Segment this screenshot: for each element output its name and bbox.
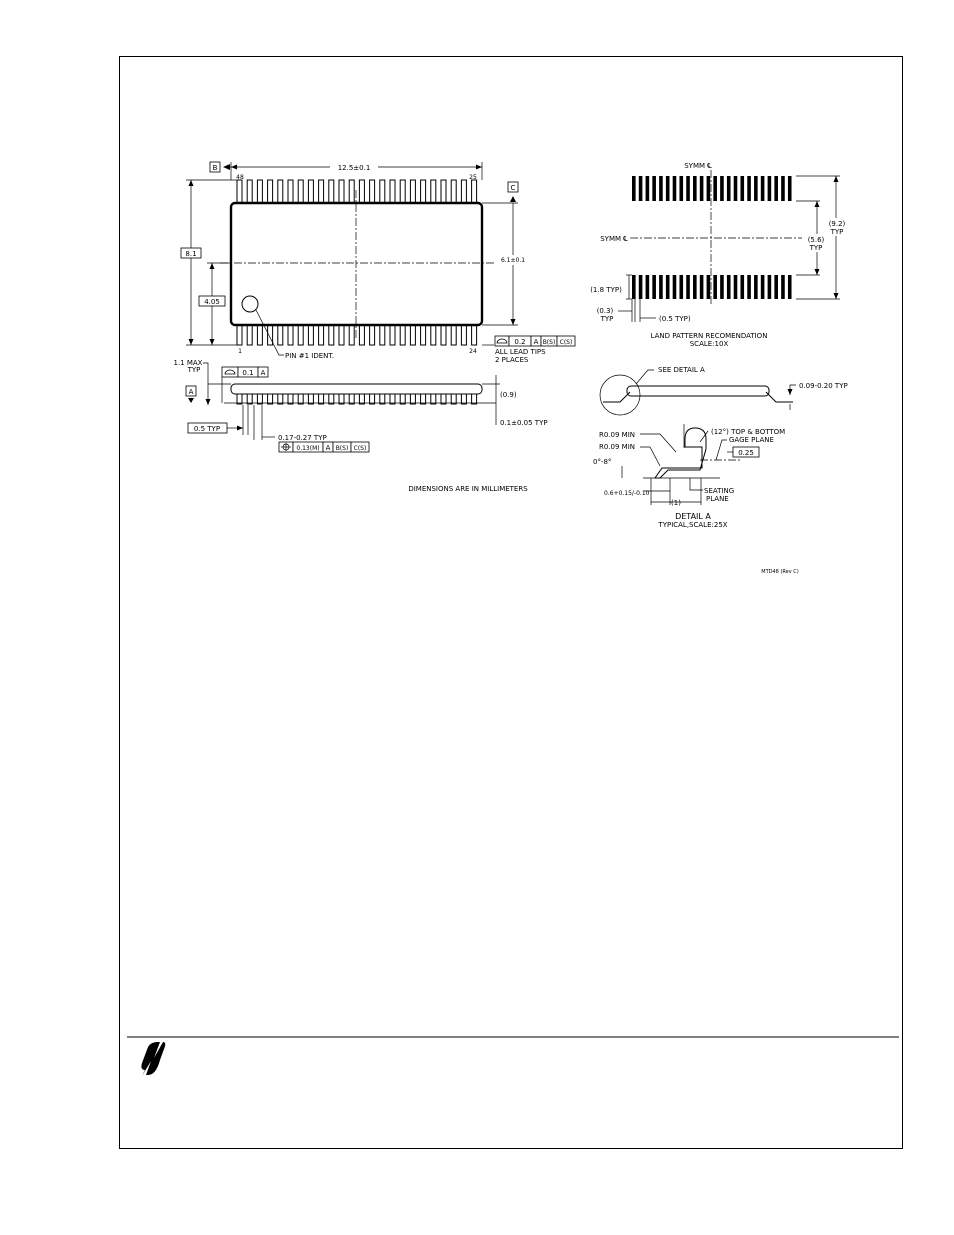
flatness-tolerance: 0.1 [242, 369, 254, 377]
datum-c-label: C [510, 184, 516, 192]
side-lead [359, 394, 364, 404]
package-pin [298, 324, 303, 345]
land-pad [673, 275, 677, 299]
package-pin [410, 324, 415, 345]
detail-title: DETAIL A [675, 512, 711, 521]
land-pad [768, 176, 772, 201]
lead-thickness: 0.09-0.20 TYP [799, 382, 848, 390]
side-lead [461, 394, 466, 404]
land-pattern-scale: SCALE:10X [689, 340, 729, 348]
package-pin [359, 180, 364, 204]
outer-span-1: (9.2) [828, 220, 846, 228]
detail-circle [600, 375, 640, 415]
package-body-top-view [231, 203, 482, 325]
side-lead [410, 394, 415, 404]
package-pin [319, 324, 324, 345]
package-pin [370, 324, 375, 345]
package-pin [329, 324, 334, 345]
side-lead [421, 394, 426, 404]
inner-span-1: (5.6) [807, 236, 825, 244]
side-lead [380, 394, 385, 404]
side-lead [257, 394, 262, 404]
national-semiconductor-logo [141, 1042, 172, 1076]
drawing-code: MTD48 (Rev C) [761, 569, 799, 575]
length-dimension: 12.5±0.1 [337, 164, 371, 172]
package-pin [421, 324, 426, 345]
seating-plane-2: PLANE [706, 495, 729, 503]
land-pad [639, 275, 643, 299]
land-pad [754, 275, 758, 299]
package-pin [400, 180, 405, 204]
package-pin [278, 180, 283, 204]
package-pin [237, 180, 242, 204]
package-pin [472, 180, 477, 204]
package-pin [472, 324, 477, 345]
position-tolerance: 0.13(M) [296, 445, 320, 452]
side-lead [268, 394, 273, 404]
side-lead [319, 394, 324, 404]
land-pad [646, 275, 650, 299]
land-pad [679, 176, 683, 201]
bottom-row-pins [237, 324, 477, 345]
land-pad [693, 176, 697, 201]
land-pad [747, 275, 751, 299]
land-pad [747, 176, 751, 201]
package-pin [349, 180, 354, 204]
package-pin [390, 324, 395, 345]
land-pad [774, 275, 778, 299]
lead-tips-tolerance: 0.2 [514, 338, 526, 346]
lead-width-dimension: 0.17-0.27 TYP [278, 434, 327, 442]
land-pad [713, 275, 717, 299]
land-pad [740, 176, 744, 201]
land-pad [734, 176, 738, 201]
land-pad [679, 275, 683, 299]
datum-b-label: B [212, 164, 218, 172]
side-lead [308, 394, 313, 404]
gage-dimension: 0.25 [738, 449, 754, 457]
side-lead [472, 394, 477, 404]
land-pad [713, 176, 717, 201]
pin-24-label: 24 [469, 348, 477, 355]
land-pad [673, 176, 677, 201]
land-pad [652, 176, 656, 201]
half-dimension: 4.05 [204, 298, 220, 306]
angle-top: (12°) TOP & BOTTOM [711, 428, 786, 436]
land-pad [754, 176, 758, 201]
land-pad [632, 176, 636, 201]
package-pin [461, 180, 466, 204]
package-pin [431, 180, 436, 204]
side-lead [339, 394, 344, 404]
package-pin [329, 180, 334, 204]
package-pin [441, 180, 446, 204]
side-lead [400, 394, 405, 404]
land-pads-top-row [632, 176, 792, 201]
side-lead [237, 394, 242, 404]
package-pin [288, 324, 293, 345]
package-pin [278, 324, 283, 345]
standoff-dimension: 0.1±0.05 TYP [500, 419, 548, 427]
lead-tips-ref-c: C(S) [559, 339, 573, 346]
package-pin [431, 324, 436, 345]
see-detail-label: SEE DETAIL A [658, 366, 705, 374]
gage-plane: GAGE PLANE [729, 436, 774, 444]
inner-span-2: TYP [809, 244, 823, 252]
detail-lead-profile [655, 428, 706, 478]
land-pad [632, 275, 636, 299]
pad-width-1: (0.3) [596, 307, 614, 315]
side-lead [451, 394, 456, 404]
side-lead [288, 394, 293, 404]
max-height-label-2: TYP [187, 366, 201, 374]
width-dimension: 6.1±0.1 [500, 257, 526, 264]
land-pattern-title: LAND PATTERN RECOMENDATION [650, 332, 768, 340]
land-pad [646, 176, 650, 201]
package-body-side-view [231, 384, 482, 394]
radius-1: R0.09 MIN [599, 431, 636, 439]
package-pin [380, 324, 385, 345]
lead-tips-ref-b: B(S) [542, 339, 556, 346]
position-ref-c: C(S) [353, 445, 367, 452]
package-pin [461, 324, 466, 345]
side-lead [278, 394, 283, 404]
side-lead [390, 394, 395, 404]
datum-b-arrow [223, 164, 230, 170]
seating-plane-1: SEATING [704, 487, 735, 495]
package-pin [288, 180, 293, 204]
package-pin [380, 180, 385, 204]
pitch-dimension: 0.5 TYP [193, 425, 221, 433]
land-pads-bottom-row [632, 275, 792, 299]
land-pad [788, 176, 792, 201]
package-pin [390, 180, 395, 204]
side-lead [441, 394, 446, 404]
max-height-label-1: 1.1 MAX [173, 359, 203, 367]
overall-dimension: 8.1 [185, 250, 197, 258]
package-profile [627, 386, 769, 396]
package-pin [247, 180, 252, 204]
side-lead [298, 394, 303, 404]
land-pad [639, 176, 643, 201]
package-pin [410, 180, 415, 204]
package-pin [349, 324, 354, 345]
symm-left-label: SYMM ℄ [600, 235, 628, 243]
package-pin [370, 180, 375, 204]
land-pad [720, 275, 724, 299]
land-pad [781, 176, 785, 201]
package-pin [308, 324, 313, 345]
radius-2: R0.09 MIN [599, 443, 636, 451]
position-ref-a: A [325, 444, 331, 452]
land-pad [768, 275, 772, 299]
side-lead [329, 394, 334, 404]
package-pin [257, 324, 262, 345]
package-pin [298, 180, 303, 204]
land-pad [761, 176, 765, 201]
land-pad [652, 275, 656, 299]
land-pad [686, 176, 690, 201]
land-pad [707, 275, 711, 299]
land-pad [666, 176, 670, 201]
lead-tips-note-2: 2 PLACES [495, 356, 529, 364]
detail-subtitle: TYPICAL,SCALE:25X [658, 521, 728, 529]
land-pad [700, 275, 704, 299]
foot-length: 0.6+0.15/-0.10 [604, 490, 650, 497]
package-pin [268, 180, 273, 204]
land-pad [727, 275, 731, 299]
package-pin [400, 324, 405, 345]
pad-length: (1.8 TYP) [590, 286, 622, 294]
lead-tips-ref-a: A [533, 338, 539, 346]
units-note: DIMENSIONS ARE IN MILLIMETERS [408, 485, 528, 493]
package-pin [319, 180, 324, 204]
land-pad [727, 176, 731, 201]
lead-tips-note-1: ALL LEAD TIPS [495, 348, 546, 356]
foot-angle: 0°-8° [593, 458, 612, 466]
pin-48-label: 48 [236, 174, 244, 181]
side-lead [349, 394, 354, 404]
land-pad [788, 275, 792, 299]
package-pin [441, 324, 446, 345]
land-pad [666, 275, 670, 299]
land-pad [774, 176, 778, 201]
package-pin [359, 324, 364, 345]
package-pin [237, 324, 242, 345]
pin1-ident-label: PIN #1 IDENT. [285, 352, 335, 360]
land-pad [781, 275, 785, 299]
package-pin [247, 324, 252, 345]
land-pad [761, 275, 765, 299]
land-pad [720, 176, 724, 201]
side-view-leads [237, 394, 477, 404]
pin-25-label: 25 [469, 174, 477, 181]
land-pad [659, 275, 663, 299]
standoff-ref: (0.9) [500, 391, 517, 399]
package-pin [421, 180, 426, 204]
outer-span-2: TYP [830, 228, 844, 236]
pad-pitch: (0.5 TYP) [659, 315, 691, 323]
package-pin [339, 180, 344, 204]
flatness-ref: A [260, 369, 266, 377]
package-pin [451, 324, 456, 345]
land-pad [700, 176, 704, 201]
side-lead [247, 394, 252, 404]
pad-width-2: TYP [600, 315, 614, 323]
package-pin [451, 180, 456, 204]
land-pad [686, 275, 690, 299]
foot-ref: (1) [671, 499, 681, 507]
datum-a-label: A [188, 388, 194, 396]
package-pin [257, 180, 262, 204]
position-ref-b: B(S) [335, 445, 349, 452]
land-pad [734, 275, 738, 299]
land-pad [740, 275, 744, 299]
land-pad [707, 176, 711, 201]
side-lead [431, 394, 436, 404]
land-pad [659, 176, 663, 201]
pin-1-label: 1 [238, 348, 242, 355]
top-row-pins [237, 180, 477, 204]
side-lead [370, 394, 375, 404]
package-pin [339, 324, 344, 345]
land-pad [693, 275, 697, 299]
package-pin [308, 180, 313, 204]
symm-top-label: SYMM ℄ [684, 162, 712, 170]
